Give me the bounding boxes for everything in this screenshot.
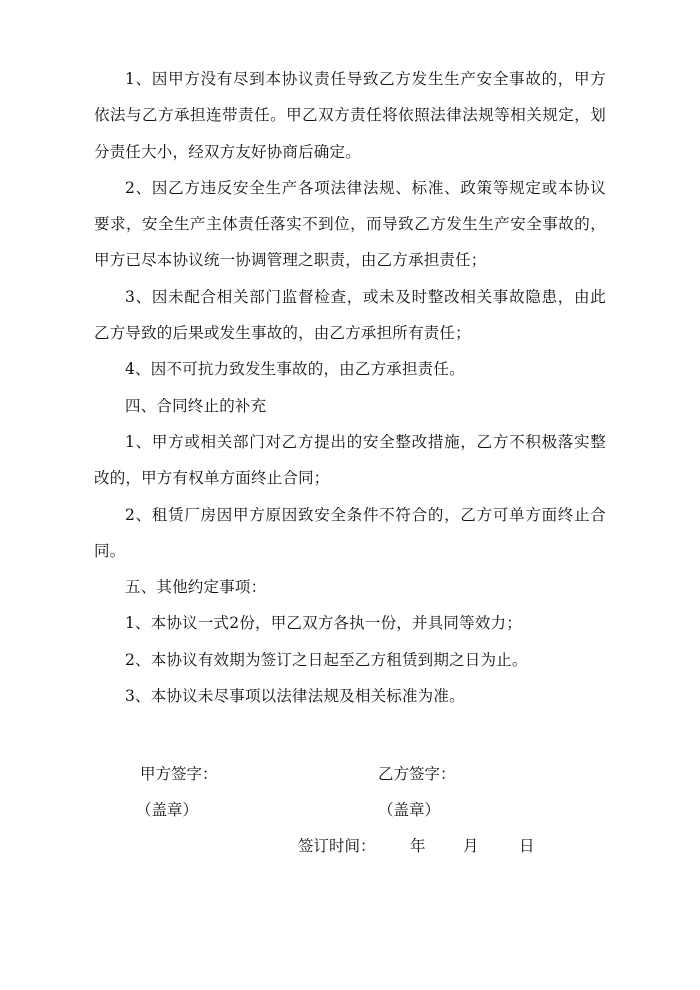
- signing-date-month: 月: [463, 837, 479, 855]
- signing-date-year: 年: [410, 837, 426, 855]
- clause-other-1: 1、本协议一式2份，甲乙双方各执一份，并具同等效力；: [125, 614, 522, 633]
- clause-liability-1: 1、因甲方没有尽到本协议责任导致乙方发生生产安全事故的，甲方依法与乙方承担连带责任。甲乙双方责任将依照法律法规等相关规定，划分责任大小，经双方友好协商后确定。: [94, 70, 606, 161]
- party-b-seal-label: （盖章）: [378, 801, 441, 819]
- clause-liability-4: 4、因不可抗力致发生事故的，由乙方承担责任。: [125, 360, 465, 379]
- signing-date-label: 签订时间：: [298, 837, 376, 855]
- agreement-body: [94, 61, 606, 714]
- clause-other-2: 2、本协议有效期为签订之日起至乙方租赁到期之日为止。: [125, 650, 528, 669]
- clause-termination-1: 1、甲方或相关部门对乙方提出的安全整改措施，乙方不积极落实整改的，甲方有权单方面终止合同；: [94, 432, 606, 488]
- signing-date-day: 日: [519, 837, 535, 855]
- clause-liability-3: 3、因未配合相关部门监督检查，或未及时整改相关事故隐患，由此乙方导致的后果或发生事故的，由乙方承担所有责任；: [94, 287, 606, 343]
- section-heading-termination: 四、合同终止的补充: [125, 396, 267, 415]
- section-heading-other: 五、其他约定事项：: [125, 578, 267, 597]
- party-a-signature-label: 甲方签字：: [140, 765, 218, 783]
- clause-liability-2: 2、因乙方违反安全生产各项法律法规、标准、政策等规定或本协议要求，安全生产主体责任落实不到位，而导致乙方发生生产安全事故的，甲方已尽本协议统一协调管理之职责，由乙方承担责任；: [94, 178, 606, 270]
- clause-termination-2: 2、租赁厂房因甲方原因致安全条件不符合的，乙方可单方面终止合同。: [94, 505, 606, 560]
- party-a-seal-label: （盖章）: [136, 801, 199, 819]
- party-b-signature-label: 乙方签字：: [378, 765, 456, 783]
- clause-other-3: 3、本协议未尽事项以法律法规及相关标准为准。: [125, 687, 465, 706]
